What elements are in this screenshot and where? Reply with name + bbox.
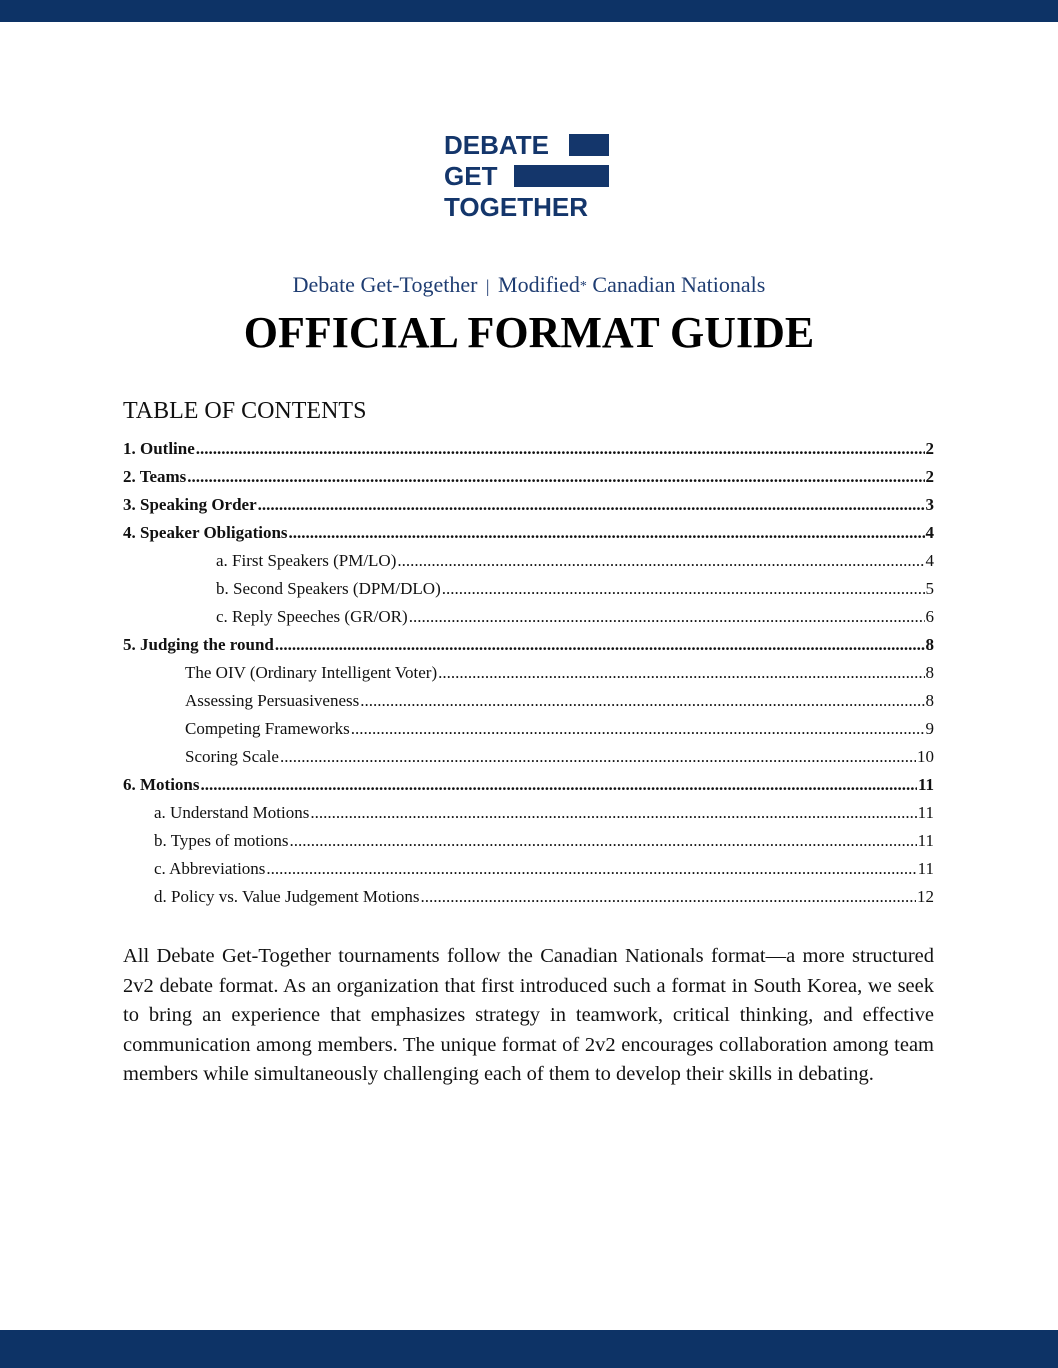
toc-entry-page: 12 — [917, 887, 934, 906]
toc-entry-page: 8 — [925, 691, 934, 710]
toc-entry-page: 9 — [925, 719, 934, 738]
toc-entry-label: Assessing Persuasiveness — [185, 691, 360, 710]
toc-entry[interactable] — [123, 771, 934, 799]
logo-line-2: GET — [444, 161, 498, 191]
subtitle-org: Debate Get-Together — [292, 272, 478, 297]
toc-dot-leader — [258, 491, 925, 519]
toc-dot-leader — [397, 547, 924, 575]
toc-dot-leader — [310, 799, 916, 827]
toc-dot-leader — [275, 631, 925, 659]
debate-get-together-logo — [444, 130, 614, 222]
toc-entry[interactable] — [185, 687, 934, 715]
toc-entry-page: 2 — [925, 439, 934, 458]
toc-entry[interactable] — [154, 883, 934, 911]
toc-dot-leader — [266, 855, 916, 883]
toc-heading: TABLE OF CONTENTS — [123, 398, 367, 424]
toc-entry-label: a. First Speakers (PM/LO) — [216, 551, 397, 570]
toc-entry[interactable] — [123, 491, 934, 519]
top-band — [0, 0, 1058, 22]
toc-entry-page: 4 — [925, 551, 934, 570]
toc-entry-page: 10 — [917, 747, 934, 766]
toc-dot-leader — [421, 883, 916, 911]
subtitle-format: Canadian Nationals — [592, 272, 766, 297]
toc-entry[interactable] — [216, 603, 934, 631]
toc-entry-page: 11 — [917, 859, 934, 878]
toc-entry[interactable] — [216, 547, 934, 575]
toc-entry-label: 4. Speaker Obligations — [123, 523, 288, 542]
toc-entry-page: 11 — [917, 775, 934, 794]
toc-entry-label: The OIV (Ordinary Intelligent Voter) — [185, 663, 438, 682]
toc-entry-label: a. Understand Motions — [154, 803, 310, 822]
intro-paragraph: All Debate Get-Together tournaments follow the Canadian Nationals format—a more structured 2v2 debate format. As an organization that first introduced such a format in South Korea, we seek to bring an experience that emphasizes strategy in teamwork, critical thinking, and effective communication among members. The unique format of 2v2 encourages collaboration among team members while simultaneously challenging each of them to develop their skills in debating. — [123, 945, 934, 1085]
toc-entry[interactable] — [123, 631, 934, 659]
toc-entry-label: 5. Judging the round — [123, 635, 274, 654]
toc-entry[interactable] — [123, 463, 934, 491]
toc-dot-leader — [351, 715, 925, 743]
toc-entry[interactable] — [154, 855, 934, 883]
toc-entry-label: d. Policy vs. Value Judgement Motions — [154, 887, 420, 906]
logo-block-2 — [514, 165, 609, 187]
toc-entry-page: 11 — [917, 803, 934, 822]
logo-line-3: TOGETHER — [444, 192, 588, 222]
toc-entry-page: 2 — [925, 467, 934, 486]
toc-dot-leader — [290, 827, 917, 855]
subtitle-modified: Modified — [498, 272, 580, 297]
subtitle-separator: | — [485, 276, 490, 296]
document-subtitle — [0, 270, 1058, 304]
toc-entry-label: b. Types of motions — [154, 831, 289, 850]
toc-entry-page: 6 — [925, 607, 934, 626]
toc-entry-label: Competing Frameworks — [185, 719, 350, 738]
toc-entry[interactable] — [123, 435, 934, 463]
toc-entry[interactable] — [154, 827, 934, 855]
toc-dot-leader — [409, 603, 925, 631]
toc-dot-leader — [196, 435, 925, 463]
bottom-band — [0, 1330, 1058, 1368]
toc-dot-leader — [201, 771, 917, 799]
subtitle-asterisk: * — [579, 279, 587, 294]
toc-entry[interactable] — [216, 575, 934, 603]
toc-entry-label: c. Reply Speeches (GR/OR) — [216, 607, 408, 626]
toc-entry[interactable] — [185, 743, 934, 771]
toc-dot-leader — [187, 463, 924, 491]
toc-dot-leader — [280, 743, 916, 771]
logo-line-1: DEBATE — [444, 130, 549, 160]
toc-entry-page: 8 — [925, 635, 934, 654]
toc-entry-page: 3 — [925, 495, 934, 514]
toc-entry-label: 6. Motions — [123, 775, 200, 794]
logo-block-1 — [569, 134, 609, 156]
toc-entry-label: b. Second Speakers (DPM/DLO) — [216, 579, 441, 598]
toc-entry-page: 8 — [925, 663, 934, 682]
toc-entry[interactable] — [123, 519, 934, 547]
page-title: OFFICIAL FORMAT GUIDE — [243, 308, 815, 357]
toc-entry-page: 4 — [925, 523, 934, 542]
toc-dot-leader — [360, 687, 924, 715]
toc-entry-page: 5 — [925, 579, 934, 598]
toc-entry-label: 3. Speaking Order — [123, 495, 257, 514]
toc-entry-page: 11 — [917, 831, 934, 850]
toc-dot-leader — [438, 659, 924, 687]
toc-entry-label: c. Abbreviations — [154, 859, 266, 878]
toc-entry[interactable] — [185, 715, 934, 743]
toc-dot-leader — [289, 519, 925, 547]
toc-entry-label: Scoring Scale — [185, 747, 279, 766]
toc-dot-leader — [442, 575, 925, 603]
toc-entry-label: 2. Teams — [123, 467, 187, 486]
toc-entry[interactable] — [185, 659, 934, 687]
toc-entry[interactable] — [154, 799, 934, 827]
toc-entry-label: 1. Outline — [123, 439, 195, 458]
